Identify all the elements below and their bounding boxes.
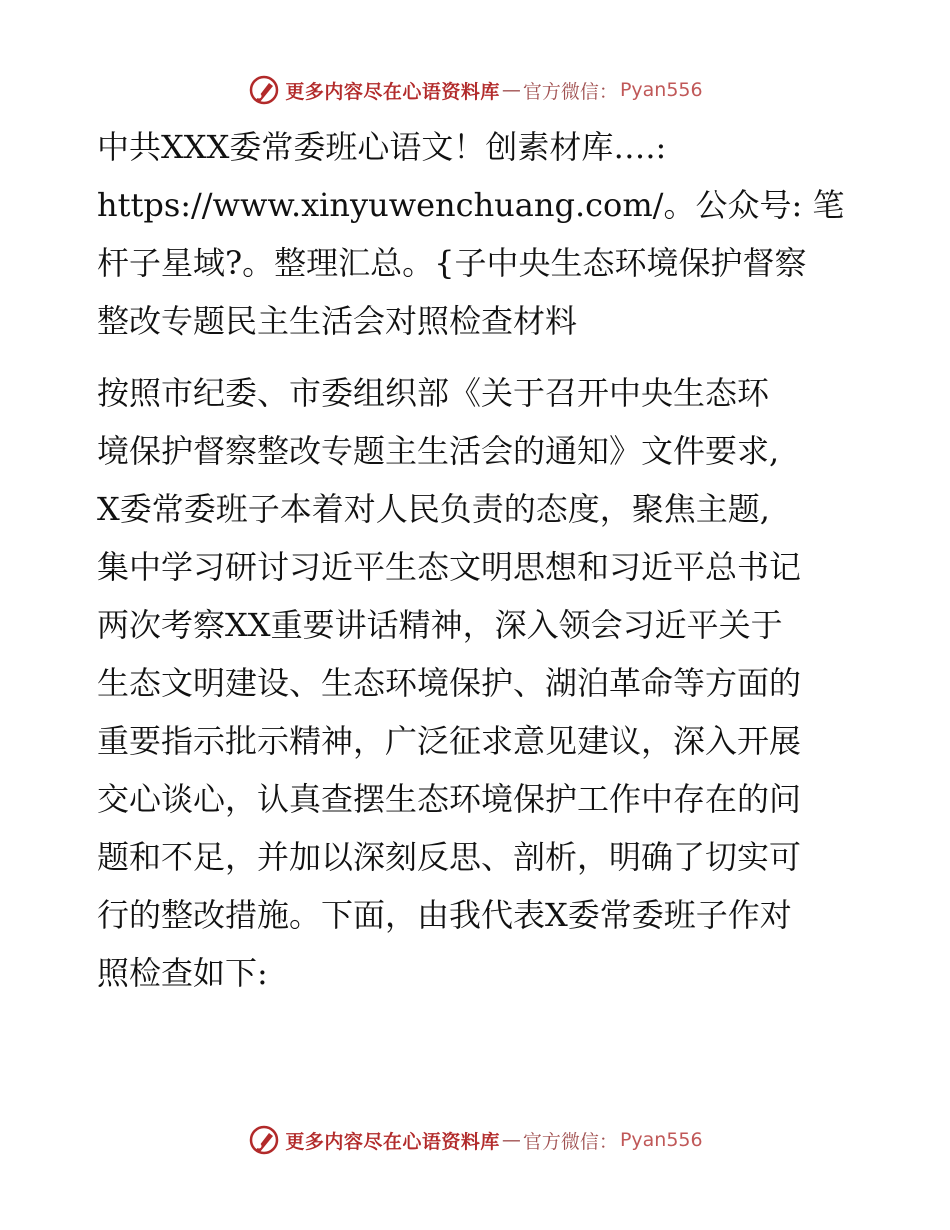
document-heading <box>97 118 857 350</box>
paragraph-line: 生态文明建设、生态环境保护、湖泊革命等方面的 <box>97 664 802 702</box>
heading-line: 中共XXX委常委班心语文！创素材库….: <box>97 128 667 166</box>
paragraph-line: 行的整改措施。下面，由我代表X委常委班子作对 <box>97 896 792 934</box>
heading-line: https://www.xinyuwenchuang.com/。公众号: 笔 <box>97 186 845 224</box>
paragraph-line: 题和不足，并加以深刻反思、剖析，明确了切实可 <box>97 838 802 876</box>
paragraph-line: 集中学习研讨习近平生态文明思想和习近平总书记 <box>97 548 802 586</box>
paragraph-line: 按照市纪委、市委组织部《关于召开中央生态环 <box>97 374 770 412</box>
header-banner <box>0 70 950 110</box>
banner-brand: 更多内容尽在心语资料库 <box>285 80 500 103</box>
paragraph-line: 境保护督察整改专题主生活会的通知》文件要求, <box>97 432 780 470</box>
banner-official-label: 官方微信： <box>522 80 618 103</box>
heading-line: 杆子星域?。整理汇总。{子中央生态环境保护督察 <box>97 244 807 282</box>
paragraph-line: 交心谈心，认真查摆生态环境保护工作中存在的问 <box>97 780 802 818</box>
quill-pen-icon <box>247 73 281 107</box>
heading-line: 整改专题民主生活会对照检查材料 <box>97 302 578 340</box>
banner-official-label: 官方微信： <box>522 1130 618 1153</box>
banner-wechat-id: Pyan556 <box>619 1129 703 1151</box>
document-paragraph <box>97 364 857 1002</box>
banner-brand: 更多内容尽在心语资料库 <box>285 1130 500 1153</box>
paragraph-line: 照检查如下: <box>97 954 268 992</box>
paragraph-line: X委常委班子本着对人民负责的态度，聚焦主题, <box>97 490 770 528</box>
banner-wechat-id: Pyan556 <box>619 79 703 101</box>
quill-pen-icon <box>247 1123 281 1157</box>
paragraph-line: 重要指示批示精神，广泛征求意见建议，深入开展 <box>97 722 802 760</box>
document-content <box>97 118 857 1002</box>
footer-banner <box>0 1120 950 1160</box>
banner-dash: — <box>501 79 521 101</box>
paragraph-line: 两次考察XX重要讲话精神，深入领会习近平关于 <box>97 606 783 644</box>
banner-dash: — <box>501 1129 521 1151</box>
